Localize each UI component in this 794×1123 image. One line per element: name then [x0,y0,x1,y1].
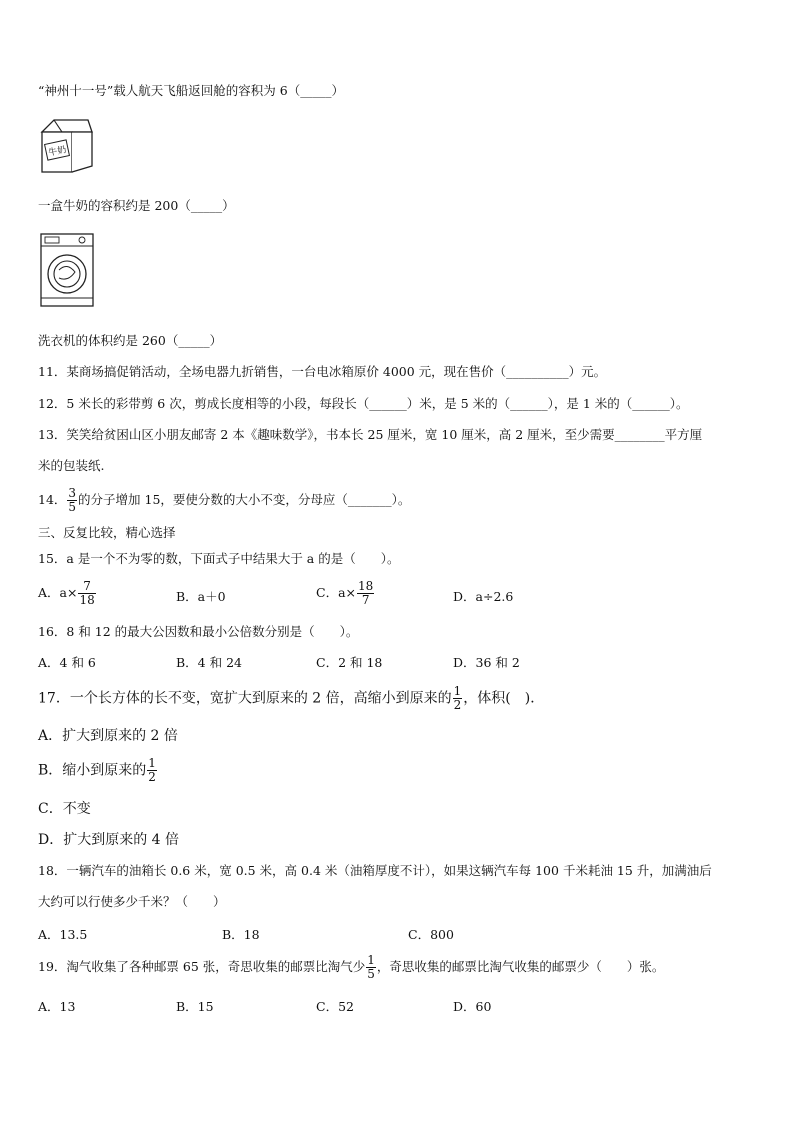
q17-option-b-label: B．缩小到原来的 [38,762,147,779]
q15-option-c [316,580,375,607]
fraction-1-2 [147,757,157,784]
fraction-denominator: 5 [367,967,375,981]
q16-option-a: A．4 和 6 [38,655,96,670]
q16-option-d: D．36 和 2 [453,655,520,670]
question-17-text: 17．一个长方体的长不变，宽扩大到原来的 2 倍，高缩小到原来的 [38,690,452,707]
q18-option-b: B．18 [222,927,260,942]
shenzhou-question: “神州十一号”载人航天飞船返回舱的容积为 6（_____） [38,83,344,98]
fraction-numerator: 1 [453,684,462,698]
fraction-numerator: 1 [148,756,156,770]
fraction-1-5 [366,954,376,981]
question-19 [38,954,664,981]
fraction-3-5 [67,487,77,514]
q18-option-a: A．13.5 [38,927,88,942]
question-12: 12．5 米长的彩带剪 6 次，剪成长度相等的小段，每段长（______）米，是 5 米的（______），是 1 米的（______）。 [38,396,689,411]
fraction-denominator: 18 [79,593,95,607]
fraction-denominator: 2 [148,770,156,784]
q15-option-a [38,580,97,607]
q19-option-a: A．13 [38,999,76,1014]
fraction-numerator: 18 [358,579,374,593]
question-19-end: ，奇思收集的邮票比淘气收集的邮票少（ ）张。 [376,959,665,974]
section-3-heading: 三、反复比较，精心选择 [38,525,176,540]
question-14-number: 14． [38,492,67,507]
q16-option-c: C．2 和 18 [316,655,383,670]
question-17-end: ，体积( )． [463,690,545,707]
milk-question: 一盒牛奶的容积约是 200（_____） [38,198,235,213]
q17-option-d: D．扩大到原来的 4 倍 [38,832,180,848]
question-14-text: 的分子增加 15，要使分数的大小不变，分母应（_______）。 [78,492,411,507]
question-11: 11．某商场搞促销活动，全场电器九折销售，一台电冰箱原价 4000 元，现在售价（__________）元。 [38,364,607,379]
fraction-numerator: 7 [78,580,95,594]
q19-option-d: D．60 [453,999,492,1014]
fraction-numerator: 3 [68,486,77,500]
milk-carton-image [38,118,96,176]
question-13-line-2: 米的包装纸. [38,458,105,473]
question-17 [38,685,544,712]
question-18-line-2: 大约可以行使多少千米？（ ） [38,894,226,909]
question-14 [38,487,410,514]
q17-option-b [38,757,158,784]
q17-option-a: A．扩大到原来的 2 倍 [38,728,178,744]
q19-option-b: B．15 [176,999,214,1014]
milk-carton-label: 牛奶 [47,145,68,159]
q15-option-a-label: A．a× [38,585,78,600]
question-15: 15．a 是一个不为零的数，下面式子中结果大于 a 的是（ ）。 [38,551,400,566]
q19-option-c: C．52 [316,999,354,1014]
question-13-line-1: 13．笑笑给贫困山区小朋友邮寄 2 本《趣味数学》，书本长 25 厘米，宽 10 厘米，高 2 厘米，至少需要________平方厘 [38,427,703,442]
fraction-18-7 [357,580,374,607]
question-18-line-1: 18．一辆汽车的油箱长 0.6 米，宽 0.5 米，高 0.4 米（油箱厚度不计），如果这辆汽车每 100 千米耗油 15 升，加满油后 [38,863,712,878]
q15-option-b: B．a＋0 [176,589,226,604]
q18-option-c: C．800 [408,927,454,942]
q15-option-c-label: C．a× [316,585,356,600]
question-16: 16．8 和 12 的最大公因数和最小公倍数分别是（ ）。 [38,624,359,639]
fraction-denominator: 7 [361,593,370,607]
question-19-text: 19．淘气收集了各种邮票 65 张，奇思收集的邮票比淘气少 [38,959,366,974]
fraction-1-2 [453,685,463,712]
fraction-denominator: 5 [68,500,77,514]
q16-option-b: B．4 和 24 [176,655,242,670]
fraction-numerator: 1 [367,953,375,967]
washing-machine-image [38,232,96,308]
washer-question: 洗衣机的体积约是 260（_____） [38,333,223,348]
fraction-7-18 [78,580,95,607]
fraction-denominator: 2 [453,698,462,712]
q17-option-c: C．不变 [38,801,91,817]
q15-option-d: D．a÷2.6 [453,589,514,604]
